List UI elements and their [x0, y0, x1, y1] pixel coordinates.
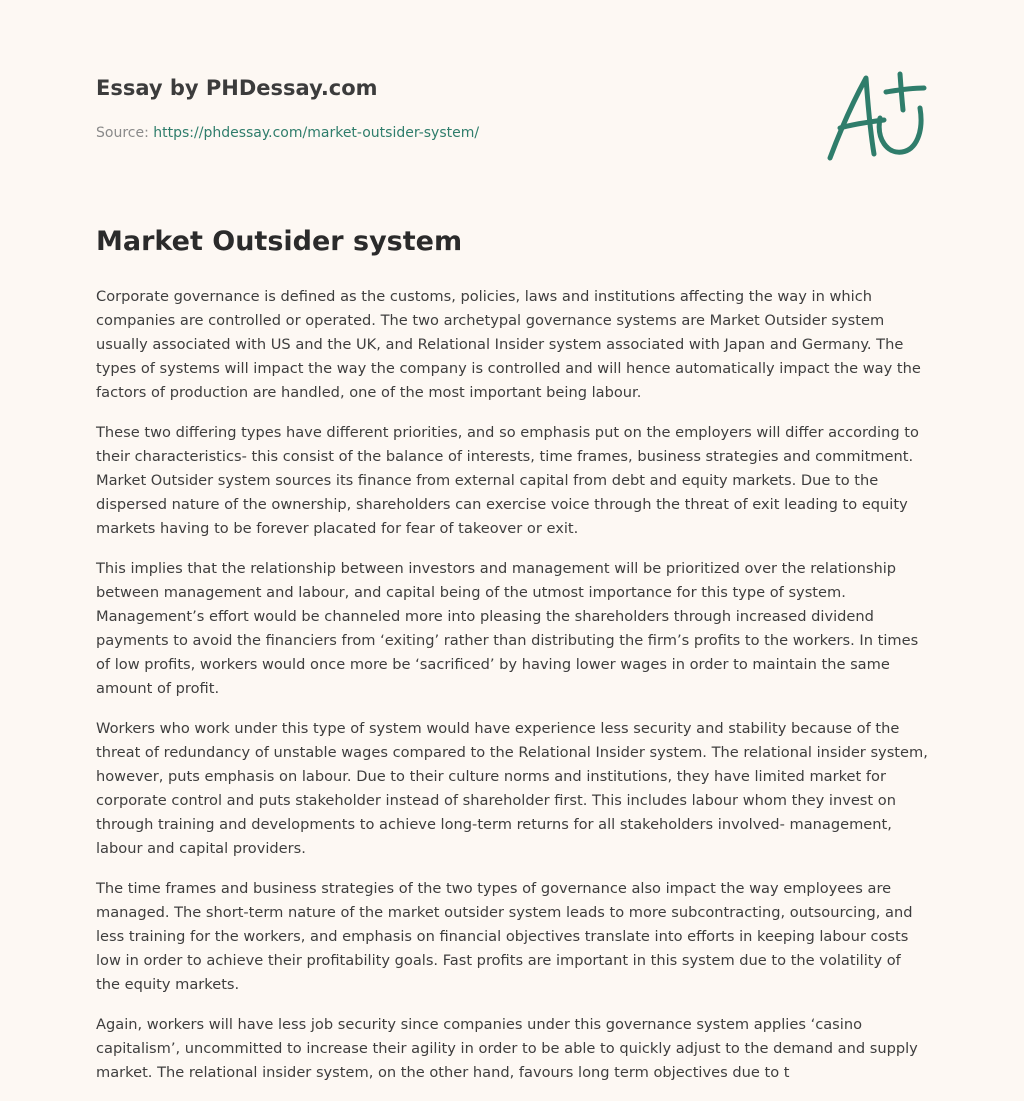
source-label: Source:: [96, 125, 149, 141]
essay-paragraph: Again, workers will have less job security since companies under this governance system applies ‘casino capitalism’, uncommitted to increase their agility in order to be able to quickly adjust to the demand and supply market. The relational insider system, on the other hand, favours long term objectives due to t: [96, 1016, 918, 1081]
site-brand: Essay by PHDessay.com: [96, 76, 378, 100]
a-plus-logo-icon: [820, 66, 930, 166]
source-line: [96, 125, 479, 141]
essay-body: [96, 285, 928, 1101]
essay-paragraph: These two differing types have different priorities, and so emphasis put on the employers will differ according to their characteristics- this consist of the balance of interests, time frames, business strategies and commitment. Market Outsider system sources its finance from external capital from debt and equity markets. Due to the dispersed nature of the ownership, shareholders can exercise voice through the threat of exit leading to equity markets having to be forever placated for fear of takeover or exit.: [96, 424, 919, 537]
source-link[interactable]: https://phdessay.com/market-outsider-system/: [153, 125, 480, 141]
essay-paragraph: Workers who work under this type of system would have experience less security and stability because of the threat of redundancy of unstable wages compared to the Relational Insider system. The relational insider system, however, puts emphasis on labour. Due to their culture norms and institutions, they have limited market for corporate control and puts stakeholder instead of shareholder first. This includes labour whom they invest on through training and developments to achieve long-term returns for all stakeholders involved- management, labour and capital providers.: [96, 720, 928, 857]
essay-paragraph: Corporate governance is defined as the customs, policies, laws and institutions affecting the way in which companies are controlled or operated. The two archetypal governance systems are Market Outsider system usually associated with US and the UK, and Relational Insider system associated with Japan and Germany. The types of systems will impact the way the company is controlled and will hence automatically impact the way the factors of production are handled, one of the most important being labour.: [96, 288, 921, 401]
essay-title: Market Outsider system: [96, 226, 463, 257]
essay-paragraph: This implies that the relationship between investors and management will be prioritized over the relationship between management and labour, and capital being of the utmost importance for this type of system. Management’s effort would be channeled more into pleasing the shareholders through increased dividend payments to avoid the financiers from ‘exiting’ rather than distributing the firm’s profits to the workers. In times of low profits, workers would once more be ‘sacrificed’ by having lower wages in order to maintain the same amount of profit.: [96, 560, 919, 697]
essay-header: [96, 76, 936, 141]
essay-paragraph: The time frames and business strategies of the two types of governance also impact the way employees are managed. The short-term nature of the market outsider system leads to more subcontracting, outsourcing, and less training for the workers, and emphasis on financial objectives translate into efforts in keeping labour costs low in order to achieve their profitability goals. Fast profits are important in this system due to the volatility of the equity markets.: [96, 880, 913, 993]
